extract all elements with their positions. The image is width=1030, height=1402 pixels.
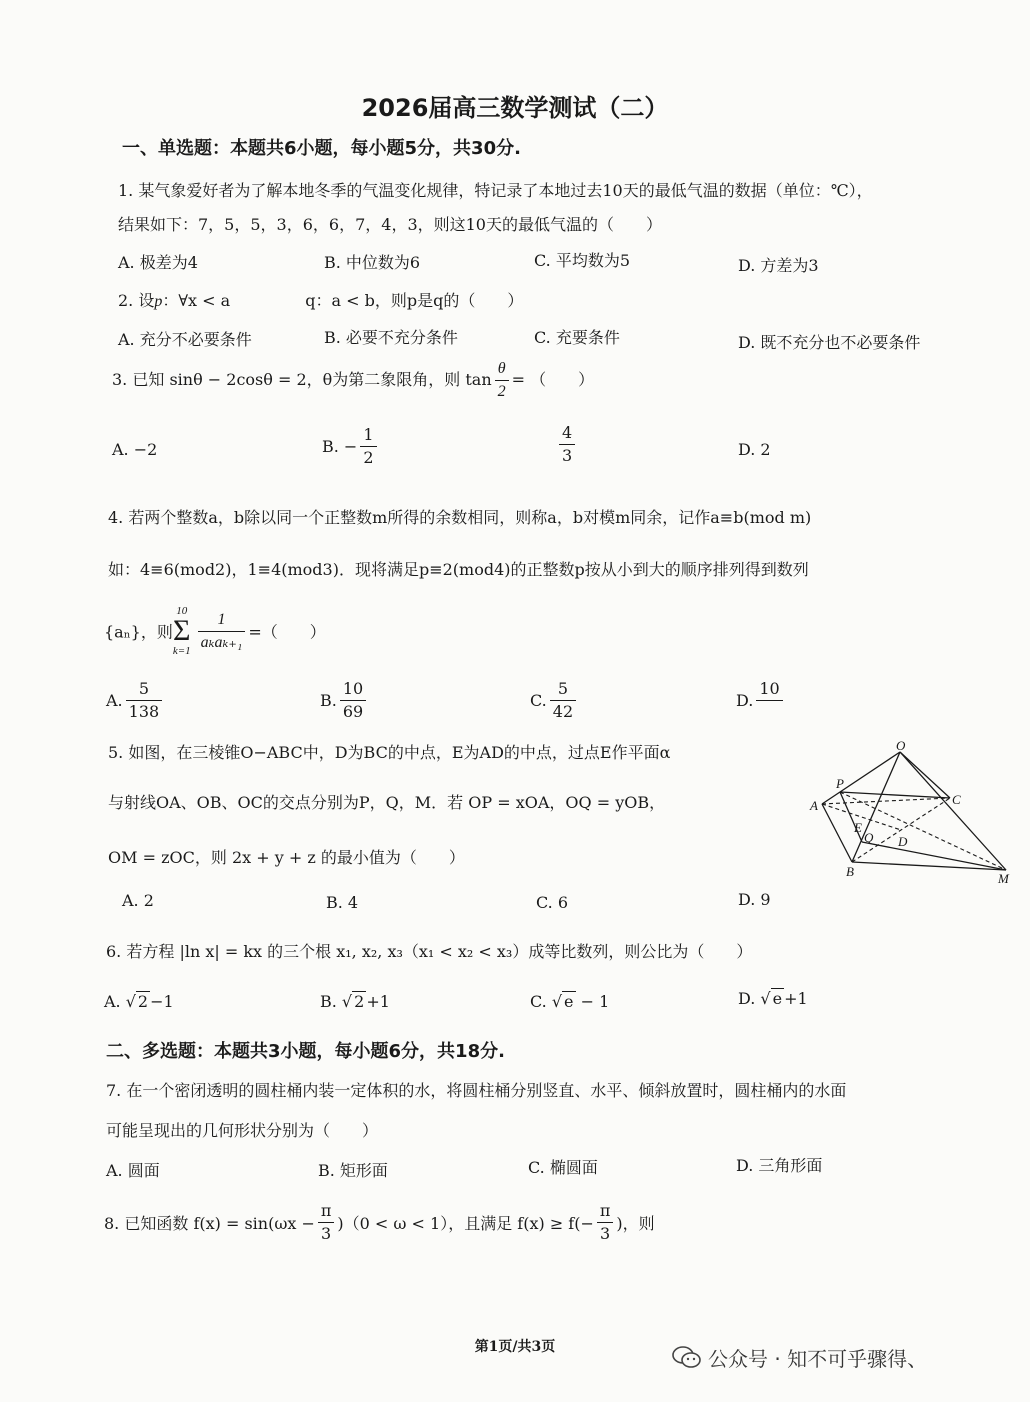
question-2-p: p <box>154 293 163 310</box>
question-4-frac-num: 1 <box>198 609 246 632</box>
question-5-line-2: 与射线OA、OB、OC的交点分别为P，Q，M．若 OP = xOA，OQ = yOB， <box>108 793 666 812</box>
edge-pc <box>840 792 950 798</box>
question-4-option-a-label: A. <box>106 691 123 710</box>
question-2-ask: p是q的（ ） <box>406 291 524 310</box>
watermark-text: 公众号 · 知不可乎骤得、 <box>708 1347 928 1371</box>
question-8-frac-1-num: π <box>318 1200 335 1223</box>
question-6-text: 6. 若方程 |ln x| = kx 的三个根 x₁, x₂, x₃（x₁ < x₂ < x₃）成等比数列，则公比为（ ） <box>106 942 753 961</box>
question-2-condition-p: ：∀x < a <box>162 291 231 310</box>
question-2-prefix: 2. 设 <box>118 291 155 310</box>
question-7-option-a: A. 圆面 <box>106 1161 160 1180</box>
question-1-option-d: D. 方差为3 <box>738 256 819 275</box>
question-3-option-b-den: 2 <box>363 448 374 467</box>
question-1-option-c: C. 平均数为5 <box>534 251 631 270</box>
question-4-tail: =（ ） <box>248 622 326 642</box>
question-2-option-c: C. 充要条件 <box>534 328 620 347</box>
question-4-frac-den: aₖaₖ₊₁ <box>200 633 243 651</box>
question-4-line-3 <box>104 605 326 657</box>
question-4-option-c-fraction <box>550 678 576 723</box>
question-8-condition: )（0 < ω < 1），且满足 f(x) ≥ f(− <box>337 1214 594 1233</box>
question-3-option-b-fraction <box>360 424 376 469</box>
question-7-line-1: 7. 在一个密闭透明的圆柱桶内装一定体积的水，将圆柱桶分别竖直、水平、倾斜放置时，圆柱桶内的水面 <box>106 1081 847 1100</box>
question-4-sequence: {aₙ}，则 <box>104 622 173 642</box>
question-4-option-b <box>320 678 369 723</box>
section-heading-single-choice: 一、单选题：本题共6小题，每小题5分，共30分. <box>122 138 521 159</box>
question-8-function: 8. 已知函数 f(x) = sin(ωx − <box>104 1214 315 1233</box>
question-3-half-angle-fraction <box>495 358 509 403</box>
question-5-option-c: C. 6 <box>536 893 569 912</box>
question-1-option-b: B. 中位数为6 <box>324 253 421 272</box>
question-6-option-c-tail: − 1 <box>580 992 610 1011</box>
question-6-option-a-label: A. <box>104 992 121 1011</box>
label-m: M <box>998 871 1009 886</box>
question-7-option-b: B. 矩形面 <box>318 1161 388 1180</box>
question-4-option-d <box>736 678 786 723</box>
question-6-option-d-radicand: e <box>772 989 783 1008</box>
question-6-option-b-label: B. <box>320 992 337 1011</box>
question-4-option-b-fraction <box>340 678 366 723</box>
page-title: 2026届高三数学测试（二） <box>361 94 669 122</box>
question-7-option-d: D. 三角形面 <box>736 1156 823 1175</box>
question-5-line-1: 5. 如图，在三棱锥O−ABC中，D为BC的中点，E为AD的中点，过点E作平面α <box>108 743 671 762</box>
question-4-line-2: 如：4≡6(mod2)，1≡4(mod3)．现将满足p≡2(mod4)的正整数p按从小到大的顺序排列得到数列 <box>108 560 809 579</box>
question-2-option-a: A. 充分不必要条件 <box>118 330 252 349</box>
question-1-line-2: 结果如下：7，5，5，3，6，6，7，4，3，则这10天的最低气温的（ ） <box>118 215 662 234</box>
question-4-option-d-label: D. <box>736 691 754 710</box>
question-5-option-d: D. 9 <box>738 890 771 909</box>
question-8-fraction-1 <box>318 1200 335 1245</box>
question-5-option-a: A. 2 <box>122 891 154 910</box>
question-2-text <box>118 288 523 311</box>
question-1-line-1: 1. 某气象爱好者为了解本地冬季的气温变化规律，特记录了本地过去10天的最低气温的数据（单位：℃）， <box>118 181 873 200</box>
question-4-option-a-den: 138 <box>128 702 160 721</box>
question-3-option-c-fraction <box>559 422 575 467</box>
question-3-tail: = （ ） <box>511 370 595 389</box>
question-2-option-b: B. 必要不充分条件 <box>324 328 458 347</box>
question-6-option-c-radicand: e <box>564 992 574 1011</box>
question-4-option-b-label: B. <box>320 691 337 710</box>
page-footer: 第1页/共3页 <box>474 1339 556 1355</box>
question-6-option-a-radicand: 2 <box>137 992 149 1011</box>
question-6-option-a: A. √ 2 −1 <box>104 992 174 1011</box>
question-3-option-c <box>556 422 578 467</box>
question-8-text <box>104 1200 655 1245</box>
question-6-option-b-tail: +1 <box>366 992 390 1011</box>
question-3-text <box>112 358 594 403</box>
section-heading-multiple-choice: 二、多选题：本题共3小题，每小题6分，共18分. <box>106 1041 505 1062</box>
question-3-option-c-num: 4 <box>559 422 575 445</box>
label-d: D <box>898 834 908 849</box>
question-6-option-c-label: C. <box>530 992 547 1011</box>
question-4-option-a-num: 5 <box>126 678 163 701</box>
label-q: Q <box>864 830 874 845</box>
label-b: B <box>846 864 854 879</box>
question-3-option-b <box>322 424 380 469</box>
question-6-option-b-radicand: 2 <box>354 992 365 1011</box>
question-3-option-a: A. −2 <box>112 440 158 459</box>
question-2-condition-q: q：a < b，则 <box>305 291 407 310</box>
question-4-summation <box>173 605 191 657</box>
question-4-line-1: 4. 若两个整数a，b除以同一个正整数m所得的余数相同，则称a，b对模m同余，记作a≡b(mod m) <box>108 508 812 527</box>
edge-oc <box>900 752 950 798</box>
question-5-option-b: B. 4 <box>326 893 359 912</box>
question-3-option-d: D. 2 <box>738 440 771 459</box>
question-6-option-c: C. √ e − 1 <box>530 992 610 1011</box>
question-4-option-a-fraction <box>126 678 163 723</box>
edge-ac-dashed <box>822 798 950 804</box>
label-o: O <box>896 738 906 753</box>
question-8-frac-2-den: 3 <box>600 1224 611 1243</box>
question-4-option-d-num: 10 <box>756 678 782 701</box>
question-4-sum-lower: k=1 <box>172 645 191 657</box>
question-4-option-d-den <box>756 701 782 723</box>
question-3-frac-den: 2 <box>497 383 506 400</box>
edge-ab <box>822 804 852 862</box>
label-c: C <box>952 792 961 807</box>
question-6-option-d-label: D. <box>738 989 756 1008</box>
question-6-option-d-tail: +1 <box>784 989 808 1008</box>
question-3-stem: 3. 已知 sinθ − 2cosθ = 2，θ为第二象限角，则 tan <box>112 370 492 389</box>
label-p: P <box>836 776 844 791</box>
label-a: A <box>810 798 818 813</box>
question-3-option-b-label: B. − <box>322 437 358 456</box>
question-8-frac-1-den: 3 <box>321 1224 332 1243</box>
question-8-tail: )，则 <box>616 1214 655 1233</box>
question-4-option-b-den: 69 <box>342 702 364 721</box>
question-4-option-b-num: 10 <box>340 678 366 701</box>
question-7-option-c: C. 椭圆面 <box>528 1158 598 1177</box>
wechat-icon <box>672 1345 702 1369</box>
question-3-frac-num: θ <box>495 358 509 381</box>
question-4-option-c-den: 42 <box>552 702 574 721</box>
question-6-option-b: B. √ 2 +1 <box>320 992 390 1011</box>
question-4-option-c-num: 5 <box>550 678 576 701</box>
tetrahedron-figure <box>800 738 1020 888</box>
question-4-option-a <box>106 678 165 723</box>
question-6-option-a-tail: −1 <box>150 992 174 1011</box>
question-8-frac-2-num: π <box>597 1200 614 1223</box>
question-6-option-d: D. √ e +1 <box>738 989 808 1008</box>
question-2-option-d: D. 既不充分也不必要条件 <box>738 333 921 352</box>
question-5-line-3: OM = zOC，则 2x + y + z 的最小值为（ ） <box>108 848 465 867</box>
question-4-fraction <box>198 609 246 654</box>
label-e: E <box>854 820 862 835</box>
question-4-option-c <box>530 678 579 723</box>
question-4-sum-sign: Σ <box>173 614 191 647</box>
question-3-option-b-num: 1 <box>360 424 376 447</box>
question-4-option-c-label: C. <box>530 691 547 710</box>
question-4-sum-upper: 10 <box>176 605 188 617</box>
question-8-fraction-2 <box>597 1200 614 1245</box>
question-4-option-d-fraction <box>756 678 782 723</box>
question-3-option-c-den: 3 <box>562 446 573 465</box>
question-1-option-a: A. 极差为4 <box>118 253 198 272</box>
question-7-line-2: 可能呈现出的几何形状分别为（ ） <box>106 1121 379 1140</box>
